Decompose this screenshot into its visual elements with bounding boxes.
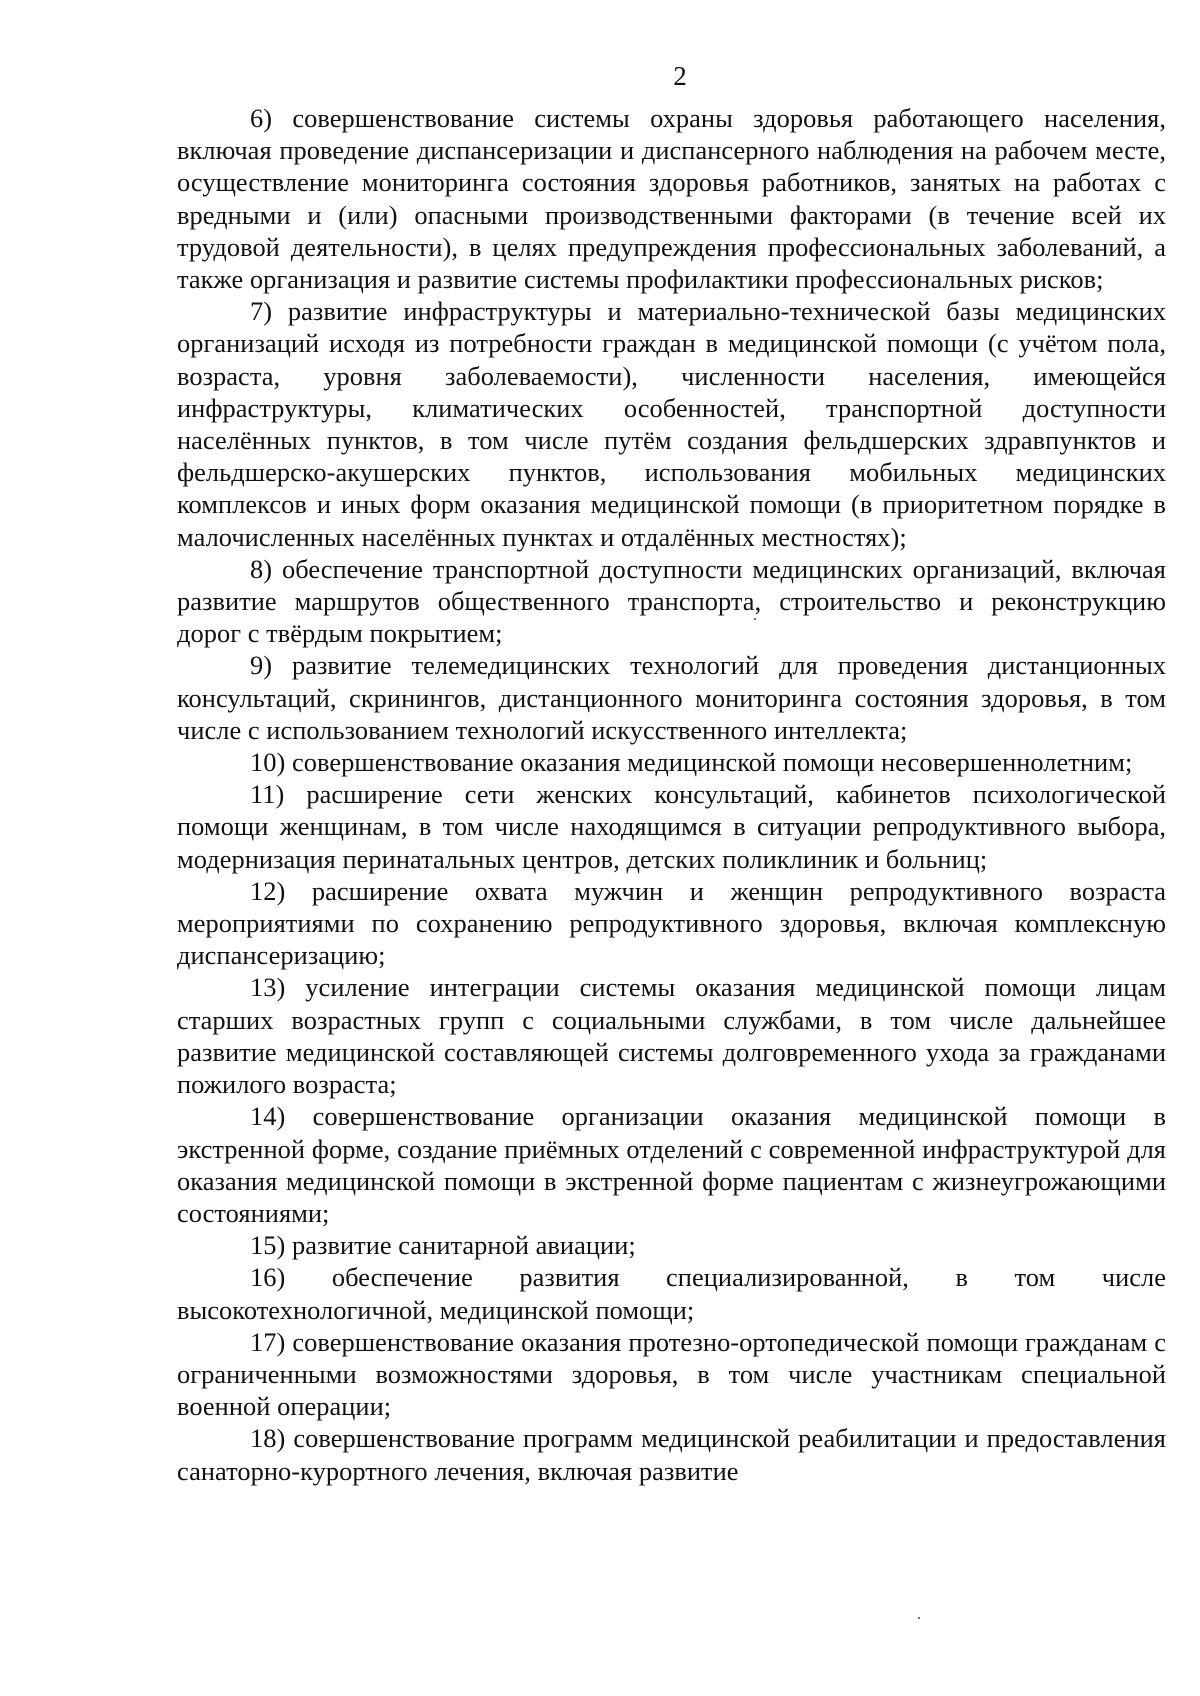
document-body [177, 102, 1166, 1487]
list-item-15: 15) развитие санитарной авиации; [250, 1230, 636, 1261]
list-item-18: 18) совершенствование программ медицинской реабилитации и предоставления санаторно-курортного лечения, включая развитие [177, 1423, 1166, 1486]
list-item-6: 6) совершенствование системы охраны здоровья работающего населения, включая проведение диспансеризации и диспансерного наблюдения на рабочем месте, осуществление мониторинга состояния здоровья работников, занятых на работах с вредными и (или) опасными производственными факторами (в течение всей их трудовой деятельности), в целях предупреждения профессиональных заболеваний, а также организация и развитие системы профилактики профессиональных рисков; [177, 103, 1166, 295]
list-item-16: 16) обеспечение развития специализированной, в том числе высокотехнологичной, медицинской помощи; [177, 1262, 1166, 1325]
list-item-9: 9) развитие телемедицинских технологий для проведения дистанционных консультаций, скринингов, дистанционного мониторинга состояния здоровья, в том числе с использованием технологий искусственного интеллекта; [177, 650, 1166, 745]
list-item-12: 12) расширение охвата мужчин и женщин репродуктивного возраста мероприятиями по сохранению репродуктивного здоровья, включая комплексную диспансеризацию; [177, 875, 1166, 971]
list-item-13: 13) усиление интеграции системы оказания медицинской помощи лицам старших возрастных групп с социальными службами, в том числе дальнейшее развитие медицинской составляющей системы долговременного ухода за гражданами пожилого возраста; [177, 972, 1166, 1100]
list-item-11: 11) расширение сети женских консультаций, кабинетов психологической помощи женщинам, в том числе находящимся в ситуации репродуктивного выбора, модернизация перинатальных центров, детских поликлиник и больниц; [177, 779, 1166, 874]
scan-speck [918, 1617, 920, 1619]
list-item-14: 14) совершенствование организации оказания медицинской помощи в экстренной форме, создание приёмных отделений с современной инфраструктурой для оказания медицинской помощи в экстренной форме пациентам с жизнеугрожающими состояниями; [177, 1101, 1166, 1228]
page-number: 2 [673, 61, 687, 91]
list-item-8: 8) обеспечение транспортной доступности медицинских организаций, включая развитие маршрутов общественного транспорта, строительство и реконструкцию дорог с твёрдым покрытием; [177, 553, 1166, 649]
list-item-7: 7) развитие инфраструктуры и материально-технической базы медицинских организаций исходя из потребности граждан в медицинской помощи (с учётом пола, возраста, уровня заболеваемости), численности населения, имеющейся инфраструктуры, климатических особенностей, транспортной доступности населённых пунктов, в том числе путём создания фельдшерских здравпунктов и фельдшерско-акушерских пунктов, использования мобильных медицинских комплексов и иных форм оказания медицинской помощи (в приоритетном порядке в малочисленных населённых пунктах и отдалённых местностях); [177, 296, 1166, 552]
list-item-10: 10) совершенствование оказания медицинской помощи несовершеннолетним; [250, 747, 1133, 778]
scan-speck [754, 618, 756, 620]
list-item-17: 17) совершенствование оказания протезно-ортопедической помощи гражданам с ограниченными возможностями здоровья, в том числе участникам специальной военной операции; [177, 1326, 1166, 1422]
